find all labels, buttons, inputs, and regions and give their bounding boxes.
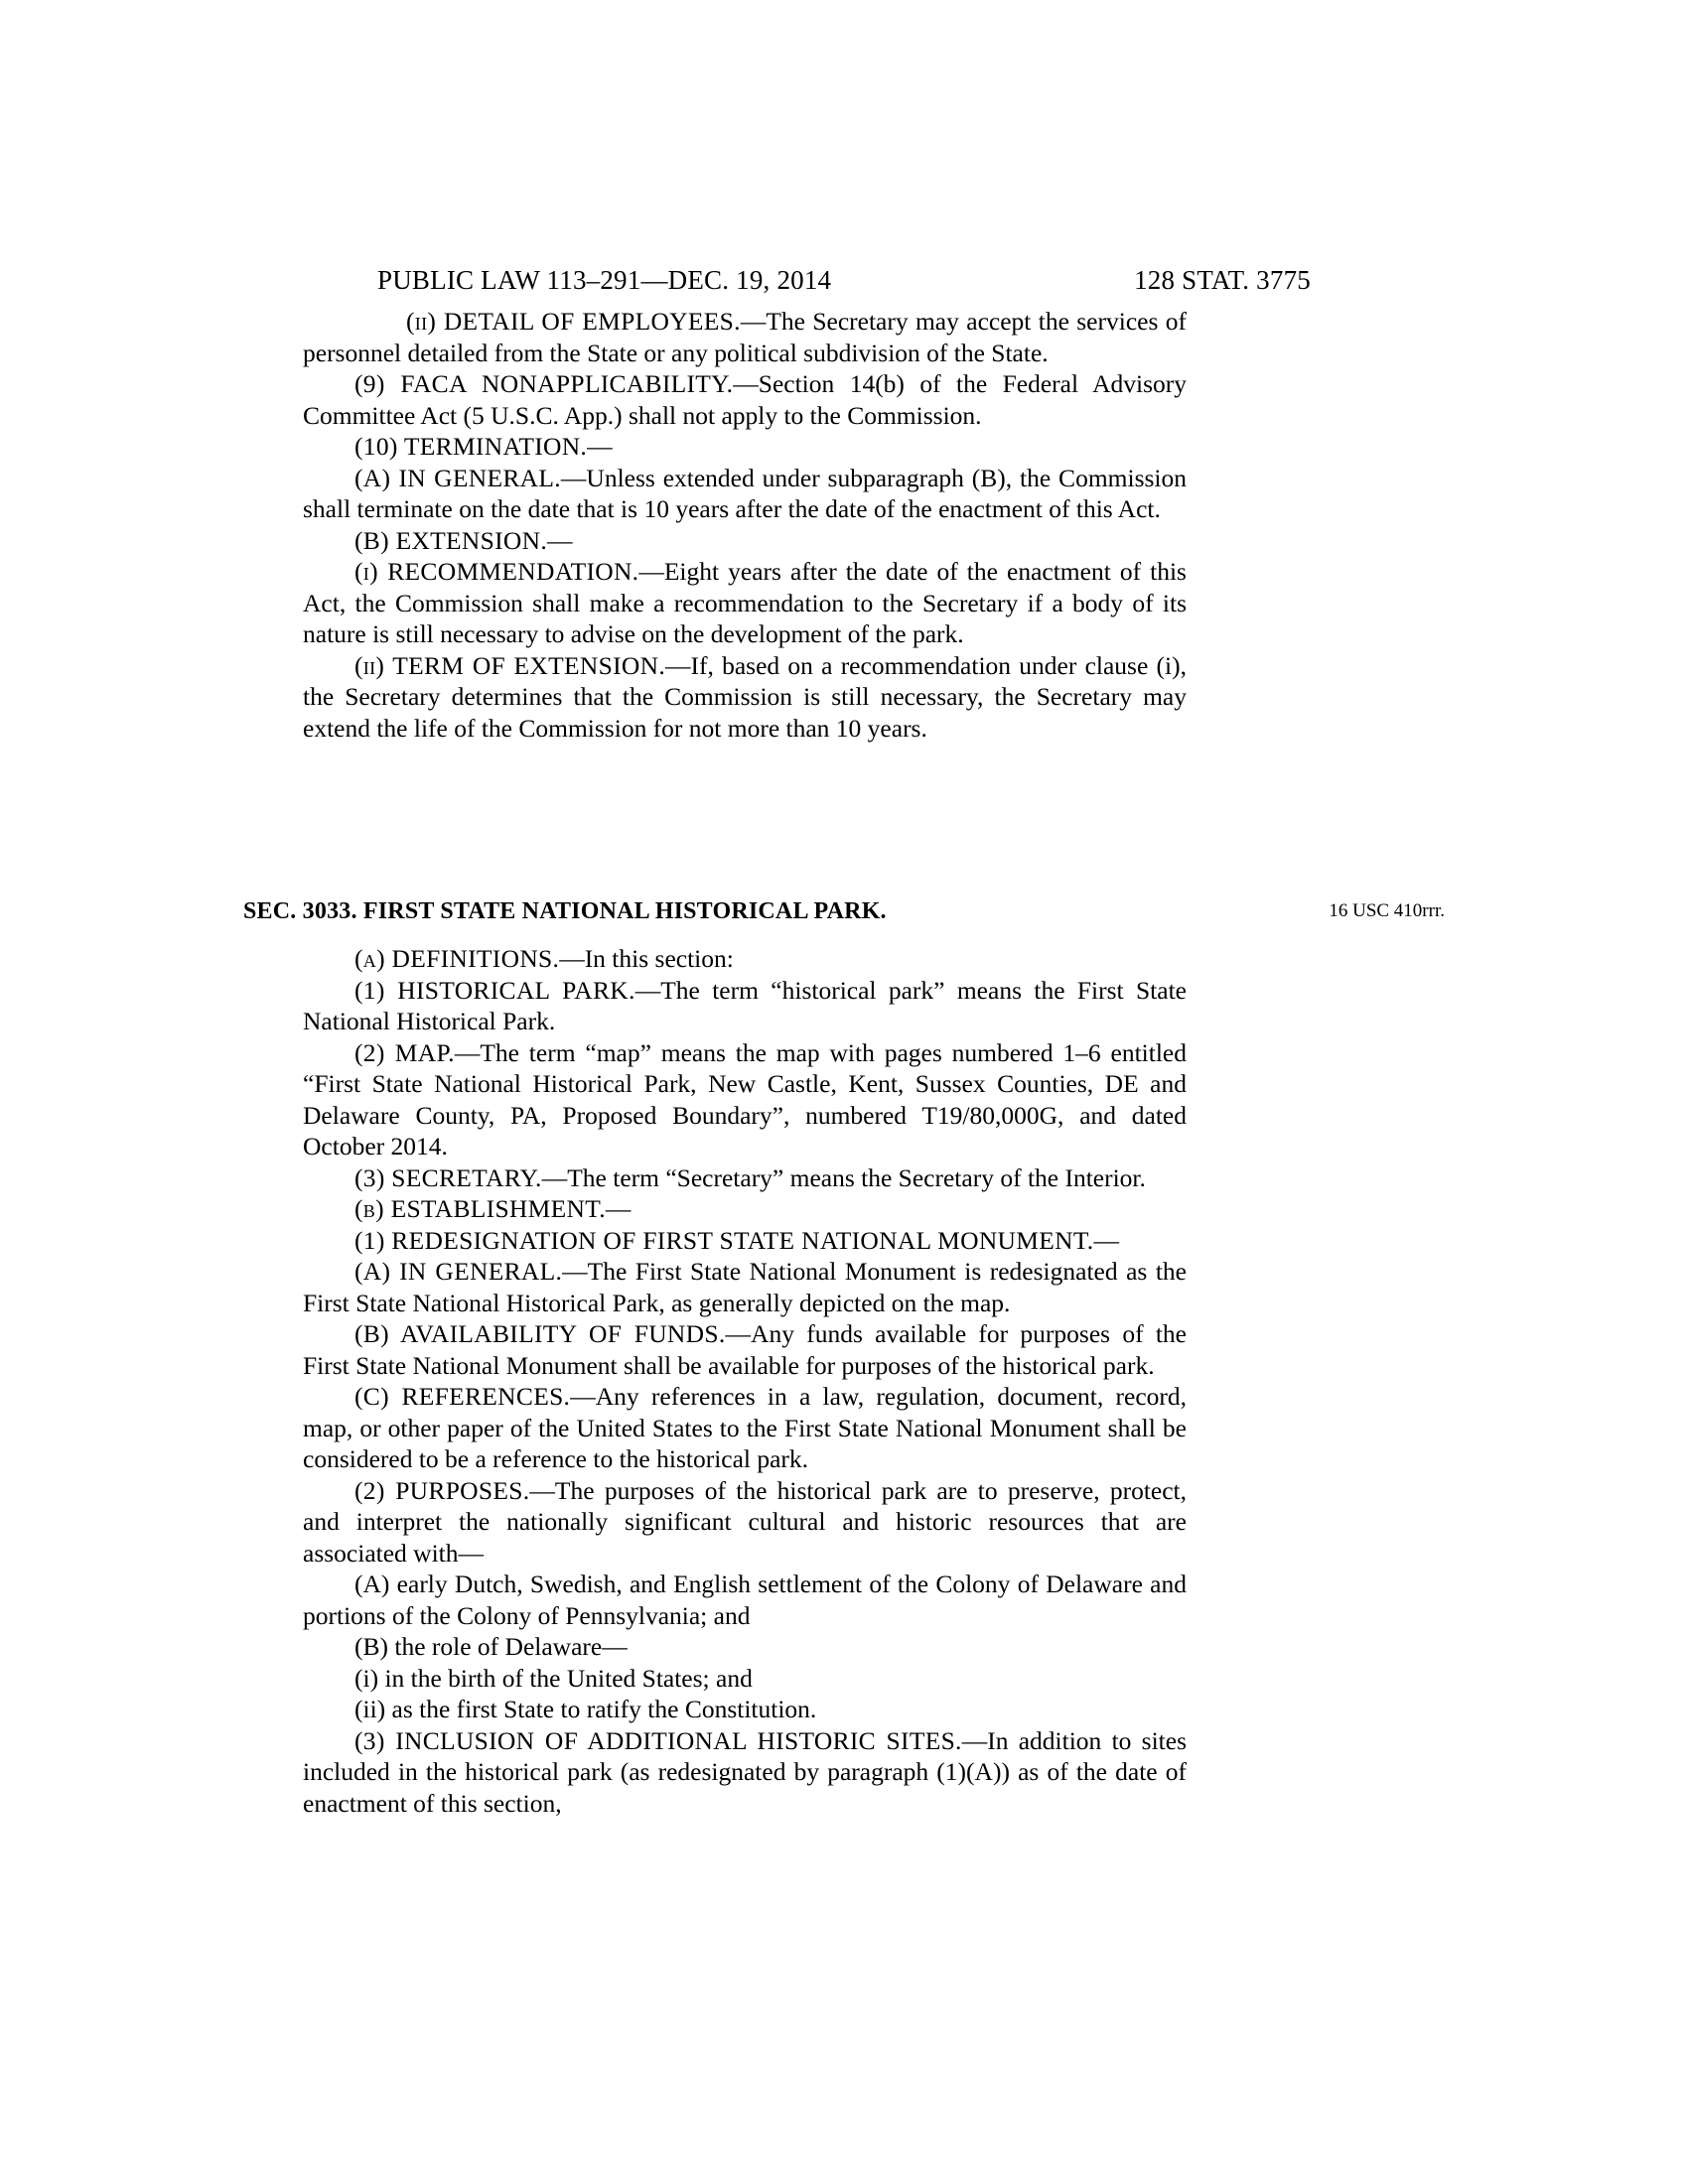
section-heading-label: SEC. 3033. FIRST STATE NATIONAL HISTORICAL PARK. <box>243 898 887 924</box>
paragraph-text: —Any references in a law, regulation, document, record, map, or other paper of the United States to the First State National Monument shall be considered to be a reference to the historical park. <box>303 1382 1187 1473</box>
paragraph-recommendation <box>303 556 1187 650</box>
paragraph-first-state-to-ratify <box>303 1694 1187 1725</box>
paragraph-purposes <box>303 1475 1187 1570</box>
paragraph-text: (ii) as the first State to ratify the Constitution. <box>354 1695 817 1723</box>
paragraph-heading: (A) IN GENERAL. <box>354 1257 563 1286</box>
paragraph-in-general-redesignation <box>303 1256 1187 1318</box>
paragraph-text: (i) in the birth of the United States; and <box>354 1663 753 1693</box>
paragraph-text: —The Secretary may accept the services of personnel detailed from the State or any political subdivision of the State. <box>303 307 1188 367</box>
paragraph-inclusion-of-additional-sites <box>303 1725 1187 1820</box>
paragraph-in-general-a <box>303 463 1187 525</box>
paragraph-heading: (2) PURPOSES. <box>354 1475 530 1505</box>
paragraph-availability-of-funds <box>303 1318 1187 1381</box>
paragraph-text: —Eight years after the date of the enactment of this Act, the Commission shall make a recommendation to the Secretary if a body of its nature is still necessary to advise on the development of the park. <box>303 557 1187 648</box>
running-head <box>0 241 1688 295</box>
paragraph-text: —Unless extended under subparagraph (B), the Commission shall terminate on the date that is 10 years after the date of the enactment of this Act. <box>303 463 1187 523</box>
body-column-upper <box>303 306 1187 877</box>
paragraph-text: —The term “map” means the map with pages numbered 1–6 entitled “First State National Historical Park, New Castle, Kent, Sussex Counties, DE and Delaware County, PA, Proposed Boundary”, numbered T19/80,000G, and dated October 2014. <box>303 1037 1188 1160</box>
paragraph-text: —The term “Secretary” means the Secretary of the Interior. <box>541 1162 1146 1192</box>
paragraph-birth-of-united-states <box>303 1663 1187 1695</box>
paragraph-heading: (ii) TERM OF EXTENSION. <box>354 650 665 680</box>
paragraph-heading: (C) REFERENCES. <box>354 1382 571 1411</box>
paragraph-text: —In addition to sites included in the historical park (as redesignated by paragraph (1)(A)) as of the date of enactment of this section, <box>303 1725 1187 1818</box>
paragraph-establishment <box>303 1193 1187 1225</box>
paragraph-faca-nonapplicability <box>303 368 1187 431</box>
body-column-lower <box>303 943 1187 1819</box>
paragraph-text: —In this section: <box>559 944 734 973</box>
marginal-note-usc-citation: 16 USC 410rrr. <box>1329 900 1445 921</box>
paragraph-text: —Any funds available for purposes of the First State National Monument shall be available for purposes of the historical park. <box>303 1319 1187 1380</box>
paragraph-text: —The First State National Monument is redesignated as the First State National Historical Park, as generally depicted on the map. <box>303 1257 1187 1317</box>
paragraph-text: —The purposes of the historical park are to preserve, protect, and interpret the nationally significant cultural and historic resources that are associated with— <box>303 1475 1187 1568</box>
paragraph-term-of-extension <box>303 650 1187 745</box>
paragraph-heading: (B) EXTENSION.— <box>354 525 573 555</box>
paragraph-heading: (B) AVAILABILITY OF FUNDS. <box>354 1319 726 1348</box>
paragraph-heading: (3) SECRETARY. <box>354 1162 542 1192</box>
paragraph-references <box>303 1381 1187 1475</box>
paragraph-text: —If, based on a recommendation under clause (i), the Secretary determines that the Commission is still necessary, the Secretary may extend the life of the Commission for not more than 10 years. <box>303 650 1187 743</box>
paragraph-heading: (10) TERMINATION.— <box>354 432 613 461</box>
paragraph-heading: (1) HISTORICAL PARK. <box>354 975 635 1005</box>
paragraph-text: —The term “historical park” means the First State National Historical Park. <box>303 975 1187 1035</box>
paragraph-heading: (ii) DETAIL OF EMPLOYEES. <box>406 307 741 336</box>
section-heading-row <box>243 898 1445 925</box>
paragraph-heading: (9) FACA NONAPPLICABILITY. <box>354 369 734 398</box>
paragraph-redesignation <box>303 1225 1187 1257</box>
paragraph-role-of-delaware <box>303 1631 1187 1663</box>
paragraph-termination <box>303 431 1187 463</box>
running-head-left: PUBLIC LAW 113–291—DEC. 19, 2014 <box>377 265 832 295</box>
paragraph-heading: (i) RECOMMENDATION. <box>354 557 639 586</box>
paragraph-definitions <box>303 943 1187 975</box>
paragraph-map <box>303 1037 1187 1162</box>
paragraph-early-settlement <box>303 1569 1187 1631</box>
paragraph-text: (B) the role of Delaware— <box>354 1632 628 1661</box>
paragraph-detail-of-employees <box>303 306 1187 368</box>
paragraph-heading: (a) DEFINITIONS. <box>354 944 560 973</box>
paragraph-heading: (1) REDESIGNATION OF FIRST STATE NATIONAL MONUMENT.— <box>354 1225 1120 1255</box>
paragraph-historical-park <box>303 975 1187 1037</box>
running-head-right: 128 STAT. 3775 <box>1134 265 1311 295</box>
paragraph-heading: (3) INCLUSION OF ADDITIONAL HISTORIC SITES. <box>354 1725 962 1755</box>
paragraph-extension-b <box>303 525 1187 557</box>
paragraph-text: —Section 14(b) of the Federal Advisory Committee Act (5 U.S.C. App.) shall not apply to the Commission. <box>303 369 1187 430</box>
paragraph-heading: (b) ESTABLISHMENT.— <box>354 1194 632 1223</box>
paragraph-heading: (2) MAP. <box>354 1037 455 1067</box>
paragraph-text: (A) early Dutch, Swedish, and English settlement of the Colony of Delaware and portions of the Colony of Pennsylvania; and <box>303 1570 1187 1630</box>
paragraph-secretary <box>303 1162 1187 1194</box>
paragraph-heading: (A) IN GENERAL. <box>354 463 561 492</box>
